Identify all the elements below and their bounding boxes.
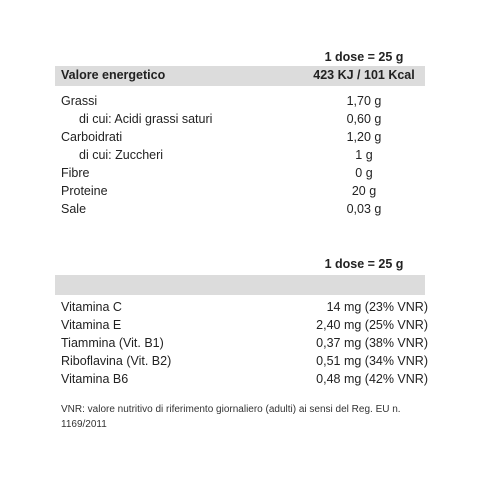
vitamin-value: 0,48 mg (42% VNR) <box>316 372 428 386</box>
table-row <box>55 182 425 200</box>
nutrient-label: Fibre <box>61 166 90 180</box>
vitamin-value: 0,37 mg (38% VNR) <box>316 336 428 350</box>
table-row <box>55 146 425 164</box>
nutrient-value: 1,70 g <box>346 94 382 108</box>
nutrient-label: Carboidrati <box>61 130 123 144</box>
energy-label: Valore energetico <box>61 68 166 82</box>
table-row <box>55 316 428 334</box>
table-row <box>55 128 425 146</box>
table-row <box>55 352 428 370</box>
nutrient-value: 1 g <box>355 148 373 162</box>
nutrient-value: 0,60 g <box>346 112 382 126</box>
nutrient-value: 20 g <box>351 184 377 198</box>
table-row <box>55 164 425 182</box>
energy-row <box>55 66 425 86</box>
vitamin-value: 0,51 mg (34% VNR) <box>316 354 428 368</box>
vitamin-label: Vitamina E <box>61 318 122 332</box>
nutrient-label: di cui: Zuccheri <box>79 148 164 162</box>
nutrient-label: Proteine <box>61 184 108 198</box>
nutrient-label: Sale <box>61 202 87 216</box>
vitamin-value: 2,40 mg (25% VNR) <box>316 318 428 332</box>
table-row <box>55 92 425 110</box>
footnote: VNR: valore nutritivo di riferimento giornaliero (adulti) ai sensi del Reg. EU n. 1169/2011 <box>61 404 401 430</box>
table-row <box>55 110 425 128</box>
table-row <box>55 200 425 218</box>
nutrient-value: 0,03 g <box>346 202 382 216</box>
nutrient-value: 0 g <box>355 166 373 180</box>
nutrient-value: 1,20 g <box>346 130 382 144</box>
vitamin-label: Tiammina (Vit. B1) <box>61 336 164 350</box>
table1-column-header: 1 dose = 25 g <box>324 50 404 64</box>
table2-column-header: 1 dose = 25 g <box>324 257 404 271</box>
vitamin-value: 14 mg (23% VNR) <box>326 300 428 314</box>
energy-value: 423 KJ / 101 Kcal <box>313 68 415 82</box>
table-row <box>55 298 428 316</box>
vitamin-header-bar <box>55 275 425 295</box>
table-row <box>55 370 428 388</box>
vitamin-label: Vitamina B6 <box>61 372 129 386</box>
nutrient-label: Grassi <box>61 94 98 108</box>
nutrient-label: di cui: Acidi grassi saturi <box>79 112 213 126</box>
table-row <box>55 334 428 352</box>
vitamin-label: Vitamina C <box>61 300 122 314</box>
vitamin-label: Riboflavina (Vit. B2) <box>61 354 172 368</box>
